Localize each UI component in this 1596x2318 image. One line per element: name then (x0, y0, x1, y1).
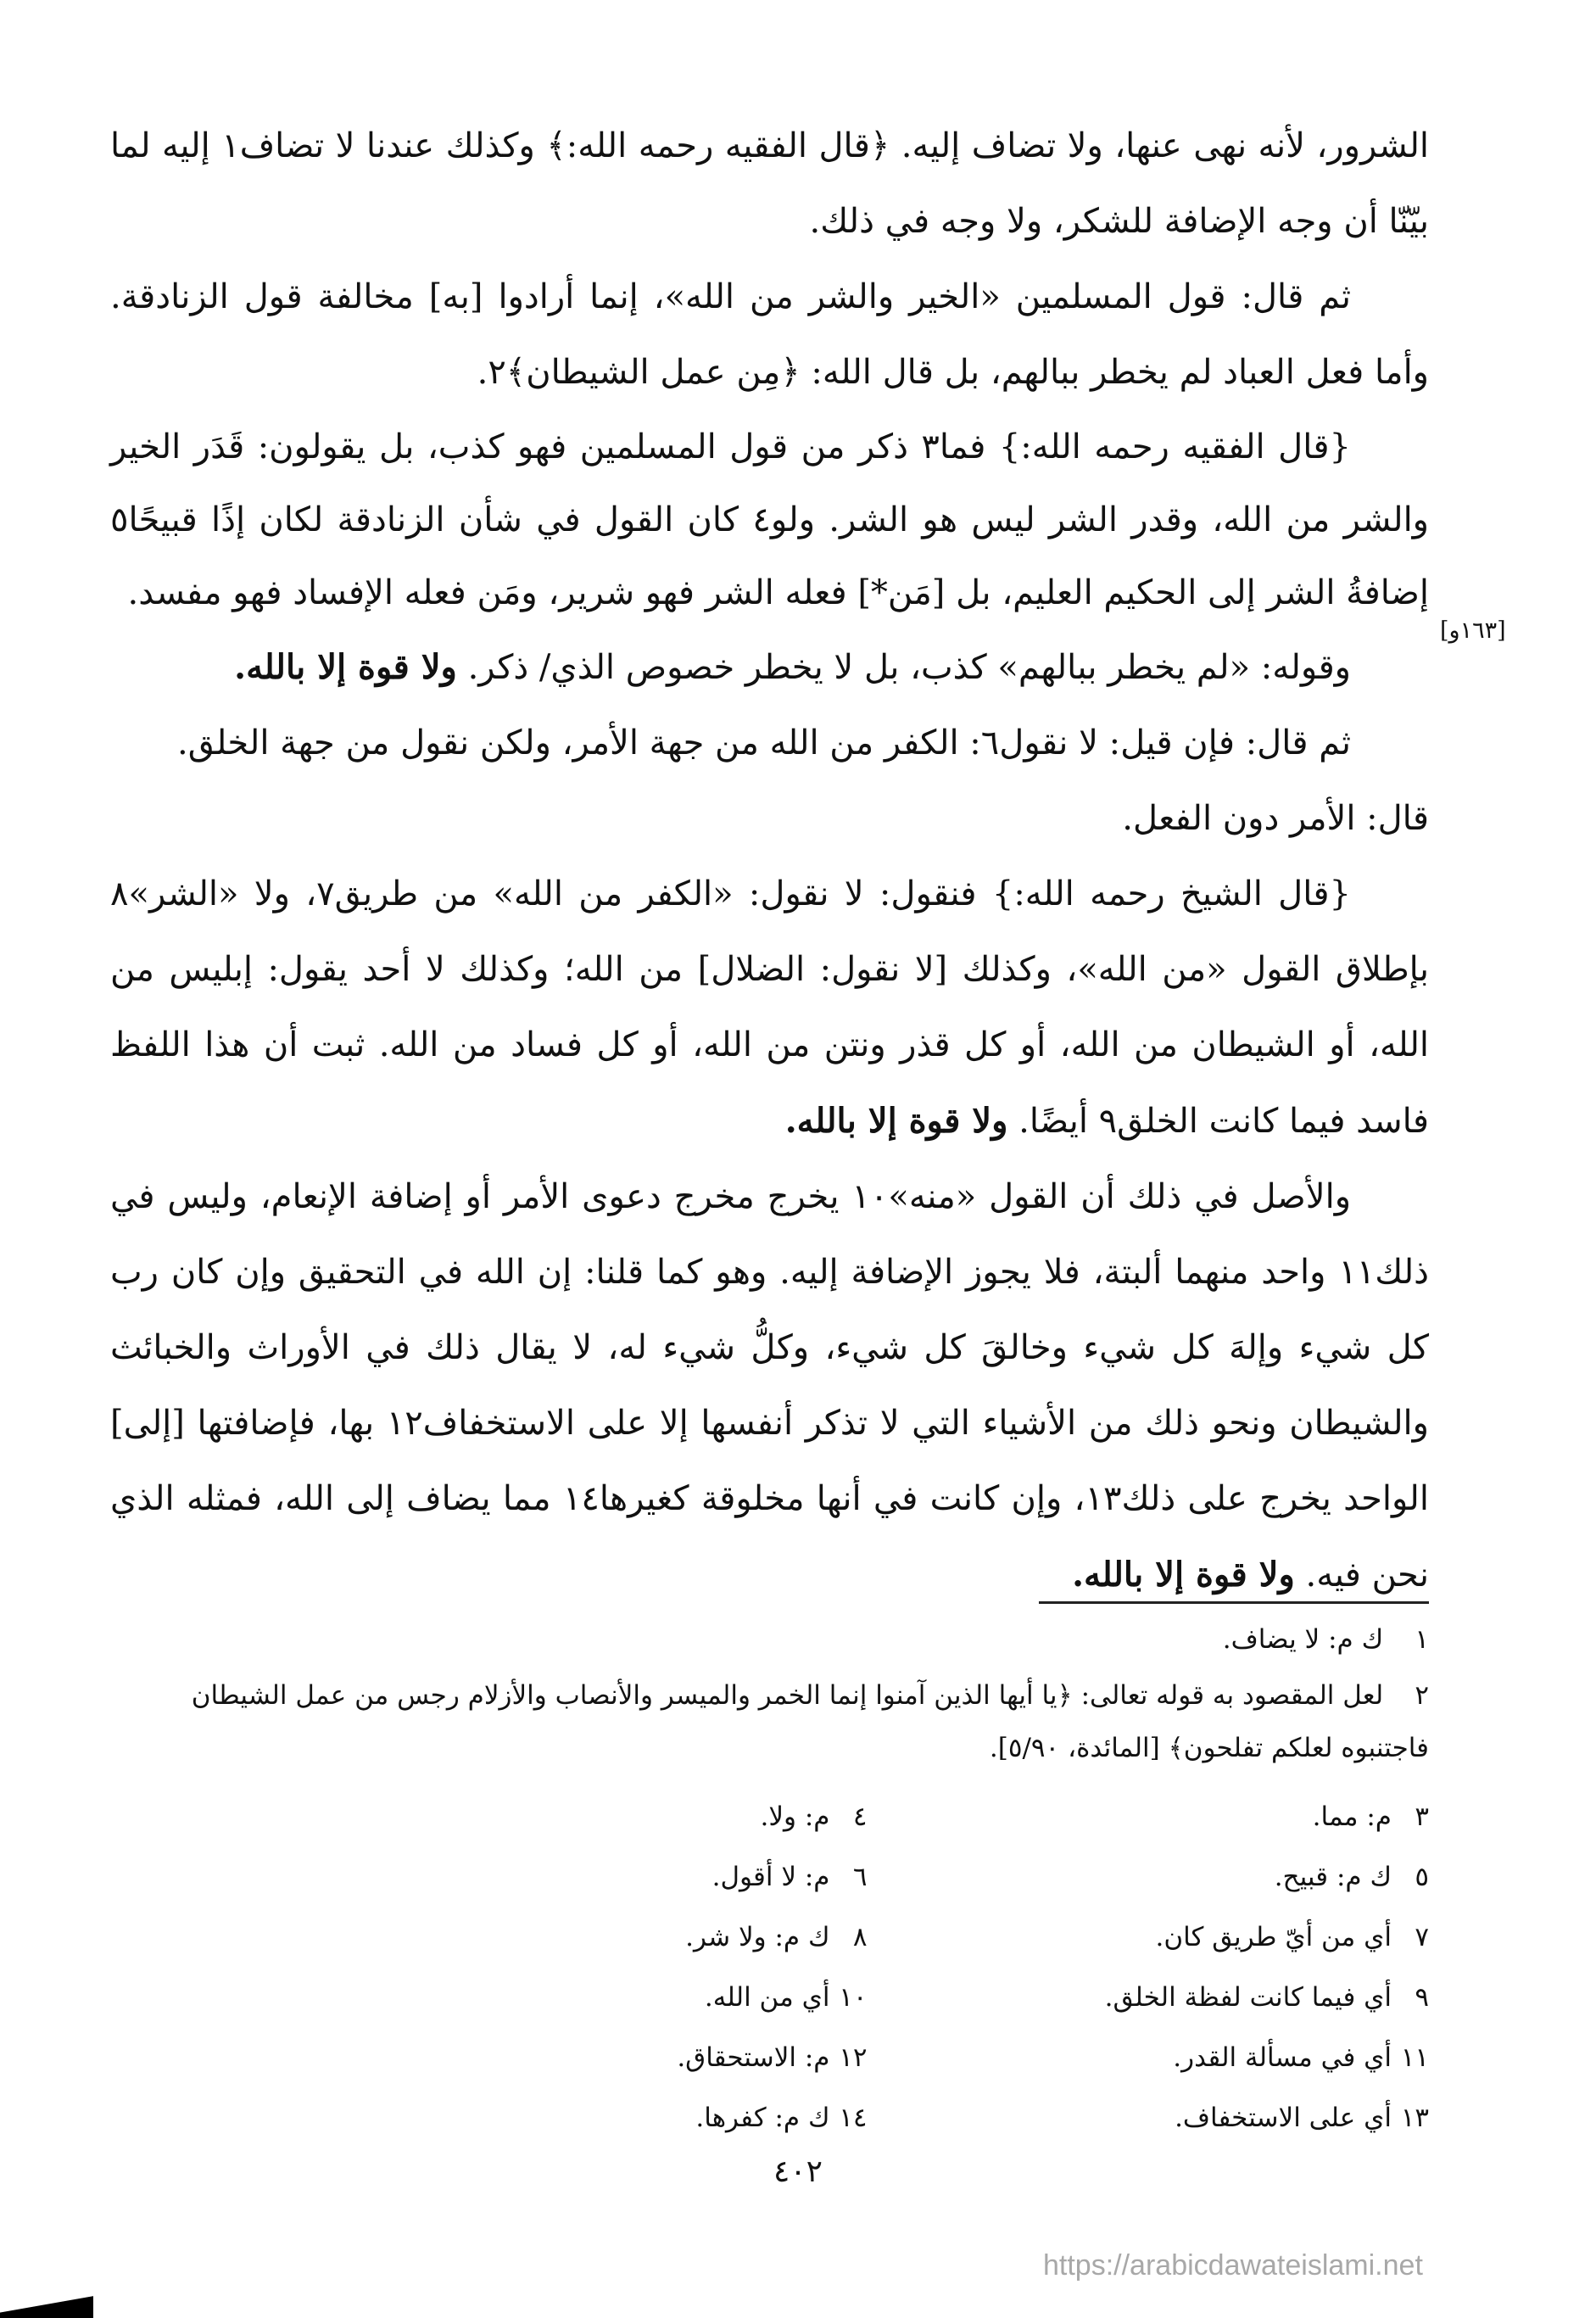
footnote-text: ك م: قبيح. (1274, 1862, 1392, 1892)
folio-margin-note: [١٦٣و] (1440, 617, 1506, 644)
paragraph-2: ثم قال: قول المسلمين «الخير والشر من الله»، إنما أرادوا [به] مخالفة قول الزنادقة. وأما فعل العباد لم يخطر ببالهم، بل قال الله: ﴿مِن عمل الشيطان﴾٢. (110, 277, 1429, 392)
footnote-6 (305, 1847, 868, 1907)
footnote-text: ك م: كفرها. (695, 2103, 830, 2133)
footnote-number: ١٢ (839, 2042, 868, 2073)
footnote-14 (305, 2088, 868, 2148)
footnote-text: أي من الله. (704, 1982, 830, 2013)
footnote-grid (305, 1787, 1429, 2148)
paragraph-4 (110, 629, 1429, 706)
paragraph-6: قال: الأمر دون الفعل. (1122, 799, 1429, 838)
paragraph-7 (110, 857, 1429, 1159)
footnote-12 (305, 2028, 868, 2088)
footnote-number: ٣ (1415, 1801, 1429, 1832)
paragraph-7-text: {قال الشيخ رحمه الله:} فنقول: لا نقول: «الكفر من الله» من طريق٧، ولا «الشر»٨ بإطلاق القول «من الله»، وكذلك [لا نقول: الضلال] من الله؛ وكذلك لا أحد يقول: إبليس من الله، أو الشيطان من الله، أو كل قذر ونتن من الله، أو كل فساد من الله. ثبت أن هذا اللفظ فاسد فيما كانت الخلق٩ أيضًا. (110, 874, 1429, 1141)
footnote-number: ٨ (852, 1922, 868, 1952)
footnote-5 (868, 1847, 1430, 1907)
footnote-number: ١١ (1400, 2042, 1429, 2073)
footnote-text: أي فيما كانت لفظة الخلق. (1104, 1982, 1392, 2013)
footnote-text: م: لا أقول. (712, 1862, 830, 1892)
footnote-13 (868, 2088, 1430, 2148)
footnote-text: أي في مسألة القدر. (1173, 2042, 1392, 2073)
footnote-text: م: الاستحقاق. (677, 2042, 830, 2073)
footnote-number: ٧ (1415, 1922, 1429, 1952)
page-number: ٤٠٢ (773, 2154, 823, 2189)
footnote-7 (868, 1907, 1430, 1968)
paragraph-7-closing: ولا قوة إلا بالله. (784, 1101, 1008, 1141)
paragraph-5: ثم قال: فإن قيل: لا نقول٦: الكفر من الله من جهة الأمر، ولكن نقول من جهة الخلق. (177, 723, 1351, 762)
footnote-number: ٦ (852, 1862, 868, 1892)
footnote-number: ٤ (852, 1801, 868, 1832)
footnote-text: أي من أيّ طريق كان. (1155, 1922, 1392, 1952)
footnote-text: ك م: ولا شر. (685, 1922, 830, 1952)
footnote-text: أي على الاستخفاف. (1175, 2103, 1392, 2133)
main-text (110, 109, 1429, 1613)
footnote-3 (868, 1787, 1430, 1847)
paragraph-3: {قال الفقيه رحمه الله:} فما٣ ذكر من قول المسلمين فهو كذب، بل يقولون: قَدَر الخير والشر من الله، وقدر الشر ليس هو الشر. ولو٤ كان القول في شأن الزنادقة لكان إذًا قبيحًا٥ إضافةُ الشر إلى الحكيم العليم، بل [مَن*] فعله الشر فهو شرير، ومَن فعله الإفساد فهو مفسد. (110, 427, 1429, 612)
paragraph-8-closing: ولا قوة إلا بالله. (1072, 1555, 1295, 1595)
footnote-2 (148, 1669, 1429, 1774)
footnote-text: لعل المقصود به قوله تعالى: ﴿يا أيها الذين آمنوا إنما الخمر والميسر والأنصاب والأزلام رجس من عمل الشيطان فاجتنبوه لعلكم تفلحون﴾ [المائدة، ٥/٩٠]. (191, 1680, 1429, 1763)
paragraph-4-text: وقوله: «لم يخطر ببالهم» كذب، بل لا يخطر خصوص الذي/ ذكر. (456, 648, 1351, 687)
footnote-number: ١٣ (1400, 2103, 1429, 2133)
paragraph-4-closing: ولا قوة إلا بالله. (234, 647, 457, 687)
footnote-text: م: مما. (1312, 1801, 1392, 1832)
footnote-text: م: ولا. (760, 1801, 830, 1832)
footnote-number: ١ (1415, 1624, 1429, 1655)
paragraph-8-text: والأصل في ذلك أن القول «منه»١٠ يخرج مخرج دعوى الأمر أو إضافة الإنعام، وليس في ذلك١١ واحد منهما ألبتة، فلا يجوز الإضافة إليه. وهو كما قلنا: إن الله في التحقيق وإن كان رب كل شيء وإلهَ كل شيء وخالقَ كل شيء، وكلُّ شيء له، لا يقال ذلك في الأوراث والخبائث والشيطان ونحو ذلك من الأشياء التي لا تذكر أنفسها إلا على الاستخفاف١٢ بها، فإضافتها [إلى] الواحد يخرج على ذلك١٣، وإن كانت في أنها مخلوقة كغيرها١٤ مما يضاف إلى الله، فمثله الذي نحن فيه. (110, 1177, 1429, 1595)
footnote-11 (868, 2028, 1430, 2088)
footnote-number: ١٤ (839, 2103, 868, 2133)
footnote-10 (305, 1968, 868, 2028)
scan-edge-shadow (0, 2294, 93, 2318)
footnote-number: ٥ (1415, 1862, 1429, 1892)
footnote-text: ك م: لا يضاف. (1222, 1624, 1384, 1655)
footnote-8 (305, 1907, 868, 1968)
paragraph-8 (110, 1159, 1429, 1613)
footnote-separator (1039, 1601, 1429, 1604)
footnote-number: ١٠ (839, 1982, 868, 2013)
footnote-1 (148, 1613, 1429, 1666)
footnote-4 (305, 1787, 868, 1847)
footnote-number: ٩ (1415, 1982, 1429, 2013)
footnote-number: ٢ (1415, 1680, 1429, 1711)
footnote-9 (868, 1968, 1430, 2028)
watermark-url: https://arabicdawateislami.net (1043, 2249, 1423, 2282)
paragraph-1: الشرور، لأنه نهى عنها، ولا تضاف إليه. ﴿قال الفقيه رحمه الله:﴾ وكذلك عندنا لا تضاف١ إليه لما بيّنّا أن وجه الإضافة للشكر، ولا وجه في ذلك. (110, 126, 1429, 241)
